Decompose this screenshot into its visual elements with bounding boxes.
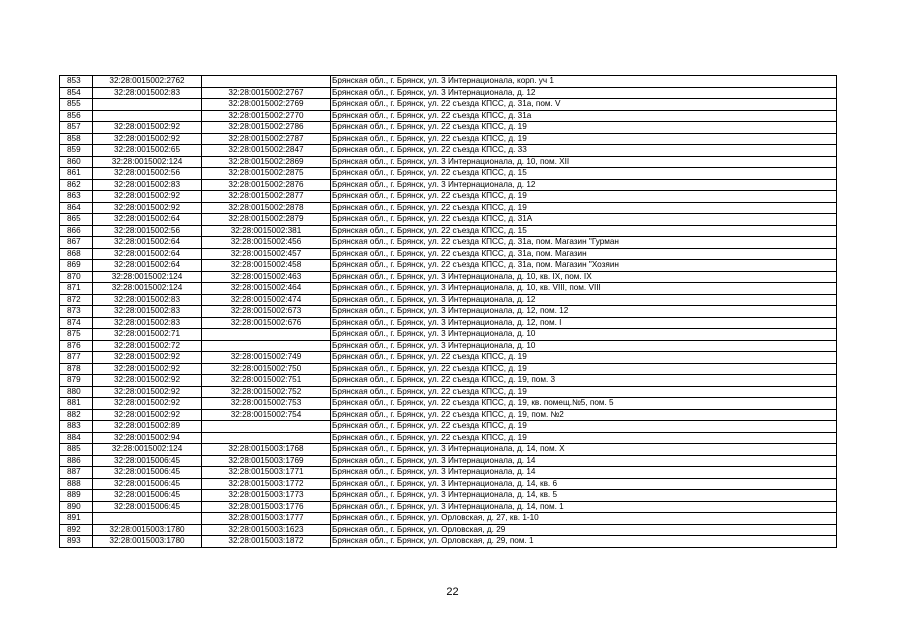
parcel-number-cell: 32:28:0015002:92 <box>93 386 202 398</box>
parcel-number-cell: 32:28:0015002:56 <box>93 225 202 237</box>
row-number-cell: 854 <box>60 87 93 99</box>
row-number-cell: 866 <box>60 225 93 237</box>
object-number-cell: 32:28:0015003:1772 <box>202 478 331 490</box>
address-cell: Брянская обл., г. Брянск, ул. 22 съезда КПСС, д. 19 <box>331 363 837 375</box>
parcel-number-cell: 32:28:0015002:83 <box>93 87 202 99</box>
row-number-cell: 872 <box>60 294 93 306</box>
address-cell: Брянская обл., г. Брянск, ул. 22 съезда КПСС, д. 15 <box>331 225 837 237</box>
address-cell: Брянская обл., г. Брянск, ул. 3 Интернационала, д. 10, кв. VIII, пом. VIII <box>331 283 837 295</box>
table-row <box>60 191 837 203</box>
object-number-cell <box>202 340 331 352</box>
address-cell: Брянская обл., г. Брянск, ул. 3 Интернационала, д. 14 <box>331 455 837 467</box>
row-number-cell: 882 <box>60 409 93 421</box>
parcel-number-cell: 32:28:0015002:64 <box>93 237 202 249</box>
address-cell: Брянская обл., г. Брянск, ул. 22 съезда КПСС, д. 19, пом. 3 <box>331 375 837 387</box>
object-number-cell: 32:28:0015002:676 <box>202 317 331 329</box>
table-row <box>60 490 837 502</box>
page-number: 22 <box>446 586 459 598</box>
row-number-cell: 859 <box>60 145 93 157</box>
parcel-number-cell: 32:28:0015002:92 <box>93 352 202 364</box>
table-row <box>60 202 837 214</box>
row-number-cell: 875 <box>60 329 93 341</box>
parcel-number-cell: 32:28:0015002:89 <box>93 421 202 433</box>
address-cell: Брянская обл., г. Брянск, ул. 3 Интернационала, д. 14, пом. X <box>331 444 837 456</box>
object-number-cell: 32:28:0015002:2847 <box>202 145 331 157</box>
row-number-cell: 874 <box>60 317 93 329</box>
parcel-number-cell: 32:28:0015006:45 <box>93 467 202 479</box>
object-number-cell: 32:28:0015002:752 <box>202 386 331 398</box>
object-number-cell: 32:28:0015003:1769 <box>202 455 331 467</box>
table-row <box>60 225 837 237</box>
parcel-number-cell: 32:28:0015002:124 <box>93 271 202 283</box>
object-number-cell <box>202 432 331 444</box>
address-cell: Брянская обл., г. Брянск, ул. 22 съезда КПСС, д. 31а <box>331 110 837 122</box>
parcel-number-cell: 32:28:0015002:92 <box>93 409 202 421</box>
parcel-number-cell: 32:28:0015006:45 <box>93 490 202 502</box>
row-number-cell: 889 <box>60 490 93 502</box>
object-number-cell: 32:28:0015002:458 <box>202 260 331 272</box>
row-number-cell: 860 <box>60 156 93 168</box>
address-cell: Брянская обл., г. Брянск, ул. 22 съезда КПСС, д. 31А <box>331 214 837 226</box>
table-row <box>60 306 837 318</box>
table-row <box>60 352 837 364</box>
row-number-cell: 853 <box>60 76 93 88</box>
row-number-cell: 888 <box>60 478 93 490</box>
table-row <box>60 340 837 352</box>
row-number-cell: 862 <box>60 179 93 191</box>
table-row <box>60 478 837 490</box>
address-cell: Брянская обл., г. Брянск, ул. 22 съезда КПСС, д. 19 <box>331 432 837 444</box>
table-row <box>60 110 837 122</box>
address-cell: Брянская обл., г. Брянск, ул. 3 Интернационала, д. 14 <box>331 467 837 479</box>
object-number-cell: 32:28:0015002:381 <box>202 225 331 237</box>
row-number-cell: 856 <box>60 110 93 122</box>
row-number-cell: 869 <box>60 260 93 272</box>
address-cell: Брянская обл., г. Брянск, ул. 22 съезда КПСС, д. 31а, пом. V <box>331 99 837 111</box>
address-cell: Брянская обл., г. Брянск, ул. 3 Интернационала, д. 12 <box>331 179 837 191</box>
row-number-cell: 878 <box>60 363 93 375</box>
address-cell: Брянская обл., г. Брянск, ул. 3 Интернационала, д. 12, пом. 12 <box>331 306 837 318</box>
address-cell: Брянская обл., г. Брянск, ул. 22 съезда КПСС, д. 19 <box>331 202 837 214</box>
row-number-cell: 892 <box>60 524 93 536</box>
object-number-cell: 32:28:0015002:2876 <box>202 179 331 191</box>
address-cell: Брянская обл., г. Брянск, ул. 22 съезда КПСС, д. 19 <box>331 191 837 203</box>
parcel-number-cell: 32:28:0015002:94 <box>93 432 202 444</box>
parcel-number-cell: 32:28:0015002:92 <box>93 398 202 410</box>
address-cell: Брянская обл., г. Брянск, ул. 22 съезда КПСС, д. 19 <box>331 133 837 145</box>
table-row <box>60 122 837 134</box>
parcel-number-cell: 32:28:0015006:45 <box>93 501 202 513</box>
object-number-cell: 32:28:0015003:1776 <box>202 501 331 513</box>
table-row <box>60 386 837 398</box>
address-cell: Брянская обл., г. Брянск, ул. 22 съезда КПСС, д. 19, пом. №2 <box>331 409 837 421</box>
object-number-cell: 32:28:0015002:2767 <box>202 87 331 99</box>
row-number-cell: 858 <box>60 133 93 145</box>
table-row <box>60 432 837 444</box>
parcel-number-cell: 32:28:0015003:1780 <box>93 536 202 548</box>
address-cell: Брянская обл., г. Брянск, ул. 3 Интернационала, д. 14, пом. 1 <box>331 501 837 513</box>
row-number-cell: 885 <box>60 444 93 456</box>
object-number-cell: 32:28:0015002:749 <box>202 352 331 364</box>
object-number-cell: 32:28:0015003:1623 <box>202 524 331 536</box>
table-row <box>60 87 837 99</box>
row-number-cell: 877 <box>60 352 93 364</box>
row-number-cell: 871 <box>60 283 93 295</box>
parcel-number-cell: 32:28:0015002:83 <box>93 306 202 318</box>
table-row <box>60 214 837 226</box>
table-row <box>60 237 837 249</box>
row-number-cell: 865 <box>60 214 93 226</box>
address-cell: Брянская обл., г. Брянск, ул. 22 съезда КПСС, д. 19 <box>331 122 837 134</box>
address-cell: Брянская обл., г. Брянск, ул. 22 съезда КПСС, д. 19 <box>331 352 837 364</box>
parcel-number-cell: 32:28:0015002:64 <box>93 248 202 260</box>
table-row <box>60 513 837 525</box>
row-number-cell: 893 <box>60 536 93 548</box>
object-number-cell: 32:28:0015002:2878 <box>202 202 331 214</box>
table-row <box>60 375 837 387</box>
address-cell: Брянская обл., г. Брянск, ул. 3 Интернационала, д. 12 <box>331 87 837 99</box>
object-number-cell <box>202 76 331 88</box>
object-number-cell: 32:28:0015002:456 <box>202 237 331 249</box>
table-body <box>60 76 837 548</box>
row-number-cell: 876 <box>60 340 93 352</box>
parcel-number-cell: 32:28:0015003:1780 <box>93 524 202 536</box>
address-cell: Брянская обл., г. Брянск, ул. 3 Интернационала, д. 10, пом. XII <box>331 156 837 168</box>
table-row <box>60 168 837 180</box>
parcel-number-cell: 32:28:0015002:124 <box>93 444 202 456</box>
table-row <box>60 260 837 272</box>
parcel-number-cell: 32:28:0015002:64 <box>93 260 202 272</box>
parcel-number-cell: 32:28:0015002:64 <box>93 214 202 226</box>
table-row <box>60 179 837 191</box>
row-number-cell: 861 <box>60 168 93 180</box>
object-number-cell: 32:28:0015002:753 <box>202 398 331 410</box>
object-number-cell <box>202 329 331 341</box>
address-cell: Брянская обл., г. Брянск, ул. 3 Интернационала, д. 10 <box>331 329 837 341</box>
parcel-number-cell: 32:28:0015002:92 <box>93 202 202 214</box>
parcel-number-cell: 32:28:0015002:92 <box>93 375 202 387</box>
address-cell: Брянская обл., г. Брянск, ул. 3 Интернационала, корп. уч 1 <box>331 76 837 88</box>
table-row <box>60 283 837 295</box>
table-row <box>60 536 837 548</box>
object-number-cell: 32:28:0015002:751 <box>202 375 331 387</box>
parcel-number-cell: 32:28:0015002:83 <box>93 179 202 191</box>
row-number-cell: 884 <box>60 432 93 444</box>
table-row <box>60 467 837 479</box>
row-number-cell: 890 <box>60 501 93 513</box>
parcel-number-cell: 32:28:0015002:124 <box>93 156 202 168</box>
object-number-cell: 32:28:0015002:750 <box>202 363 331 375</box>
parcel-number-cell: 32:28:0015002:65 <box>93 145 202 157</box>
table-row <box>60 501 837 513</box>
row-number-cell: 867 <box>60 237 93 249</box>
object-number-cell: 32:28:0015002:754 <box>202 409 331 421</box>
row-number-cell: 863 <box>60 191 93 203</box>
parcel-number-cell: 32:28:0015002:92 <box>93 133 202 145</box>
address-cell: Брянская обл., г. Брянск, ул. 3 Интернационала, д. 14, кв. 5 <box>331 490 837 502</box>
object-number-cell: 32:28:0015002:2879 <box>202 214 331 226</box>
object-number-cell: 32:28:0015002:2769 <box>202 99 331 111</box>
parcel-number-cell <box>93 99 202 111</box>
table-row <box>60 444 837 456</box>
object-number-cell: 32:28:0015002:2877 <box>202 191 331 203</box>
object-number-cell: 32:28:0015002:457 <box>202 248 331 260</box>
row-number-cell: 879 <box>60 375 93 387</box>
parcel-number-cell: 32:28:0015002:92 <box>93 363 202 375</box>
object-number-cell: 32:28:0015002:464 <box>202 283 331 295</box>
parcel-number-cell: 32:28:0015002:2762 <box>93 76 202 88</box>
table-row <box>60 99 837 111</box>
object-number-cell: 32:28:0015002:2786 <box>202 122 331 134</box>
parcel-number-cell <box>93 110 202 122</box>
cadastral-table <box>59 75 837 548</box>
table-row <box>60 455 837 467</box>
object-number-cell: 32:28:0015003:1777 <box>202 513 331 525</box>
address-cell: Брянская обл., г. Брянск, ул. 22 съезда КПСС, д. 31а, пом. Магазин "Гурман <box>331 237 837 249</box>
table-row <box>60 248 837 260</box>
object-number-cell: 32:28:0015002:474 <box>202 294 331 306</box>
table-row <box>60 271 837 283</box>
table-row <box>60 524 837 536</box>
address-cell: Брянская обл., г. Брянск, ул. Орловская, д. 29 <box>331 524 837 536</box>
object-number-cell: 32:28:0015002:2869 <box>202 156 331 168</box>
table-row <box>60 421 837 433</box>
table-row <box>60 156 837 168</box>
parcel-number-cell: 32:28:0015006:45 <box>93 455 202 467</box>
table-row <box>60 363 837 375</box>
parcel-number-cell: 32:28:0015006:45 <box>93 478 202 490</box>
parcel-number-cell: 32:28:0015002:92 <box>93 191 202 203</box>
parcel-number-cell <box>93 513 202 525</box>
row-number-cell: 887 <box>60 467 93 479</box>
object-number-cell: 32:28:0015003:1768 <box>202 444 331 456</box>
address-cell: Брянская обл., г. Брянск, ул. 22 съезда КПСС, д. 19 <box>331 386 837 398</box>
object-number-cell: 32:28:0015002:463 <box>202 271 331 283</box>
address-cell: Брянская обл., г. Брянск, ул. Орловская, д. 27, кв. 1-10 <box>331 513 837 525</box>
object-number-cell: 32:28:0015002:2787 <box>202 133 331 145</box>
address-cell: Брянская обл., г. Брянск, ул. Орловская, д. 29, пом. 1 <box>331 536 837 548</box>
address-cell: Брянская обл., г. Брянск, ул. 22 съезда КПСС, д. 31а, пом. Магазин <box>331 248 837 260</box>
object-number-cell: 32:28:0015002:2875 <box>202 168 331 180</box>
table-row <box>60 398 837 410</box>
parcel-number-cell: 32:28:0015002:83 <box>93 294 202 306</box>
address-cell: Брянская обл., г. Брянск, ул. 22 съезда КПСС, д. 19 <box>331 421 837 433</box>
address-cell: Брянская обл., г. Брянск, ул. 3 Интернационала, д. 10 <box>331 340 837 352</box>
table-row <box>60 145 837 157</box>
address-cell: Брянская обл., г. Брянск, ул. 3 Интернационала, д. 12 <box>331 294 837 306</box>
row-number-cell: 881 <box>60 398 93 410</box>
row-number-cell: 870 <box>60 271 93 283</box>
row-number-cell: 855 <box>60 99 93 111</box>
row-number-cell: 880 <box>60 386 93 398</box>
address-cell: Брянская обл., г. Брянск, ул. 22 съезда КПСС, д. 33 <box>331 145 837 157</box>
table-row <box>60 317 837 329</box>
row-number-cell: 857 <box>60 122 93 134</box>
object-number-cell: 32:28:0015002:673 <box>202 306 331 318</box>
row-number-cell: 868 <box>60 248 93 260</box>
object-number-cell: 32:28:0015003:1773 <box>202 490 331 502</box>
object-number-cell: 32:28:0015003:1872 <box>202 536 331 548</box>
parcel-number-cell: 32:28:0015002:72 <box>93 340 202 352</box>
object-number-cell: 32:28:0015003:1771 <box>202 467 331 479</box>
object-number-cell <box>202 421 331 433</box>
table-row <box>60 133 837 145</box>
table-row <box>60 329 837 341</box>
table-row <box>60 409 837 421</box>
row-number-cell: 864 <box>60 202 93 214</box>
address-cell: Брянская обл., г. Брянск, ул. 22 съезда КПСС, д. 19, кв. помещ.№5, пом. 5 <box>331 398 837 410</box>
table-row <box>60 76 837 88</box>
row-number-cell: 873 <box>60 306 93 318</box>
parcel-number-cell: 32:28:0015002:71 <box>93 329 202 341</box>
address-cell: Брянская обл., г. Брянск, ул. 3 Интернационала, д. 12, пом. I <box>331 317 837 329</box>
address-cell: Брянская обл., г. Брянск, ул. 22 съезда КПСС, д. 31а, пом. Магазин "Хозяин <box>331 260 837 272</box>
address-cell: Брянская обл., г. Брянск, ул. 3 Интернационала, д. 10, кв. IX, пом. IX <box>331 271 837 283</box>
address-cell: Брянская обл., г. Брянск, ул. 22 съезда КПСС, д. 15 <box>331 168 837 180</box>
address-cell: Брянская обл., г. Брянск, ул. 3 Интернационала, д. 14, кв. 6 <box>331 478 837 490</box>
parcel-number-cell: 32:28:0015002:92 <box>93 122 202 134</box>
row-number-cell: 886 <box>60 455 93 467</box>
parcel-number-cell: 32:28:0015002:56 <box>93 168 202 180</box>
row-number-cell: 883 <box>60 421 93 433</box>
table-row <box>60 294 837 306</box>
parcel-number-cell: 32:28:0015002:83 <box>93 317 202 329</box>
object-number-cell: 32:28:0015002:2770 <box>202 110 331 122</box>
parcel-number-cell: 32:28:0015002:124 <box>93 283 202 295</box>
row-number-cell: 891 <box>60 513 93 525</box>
